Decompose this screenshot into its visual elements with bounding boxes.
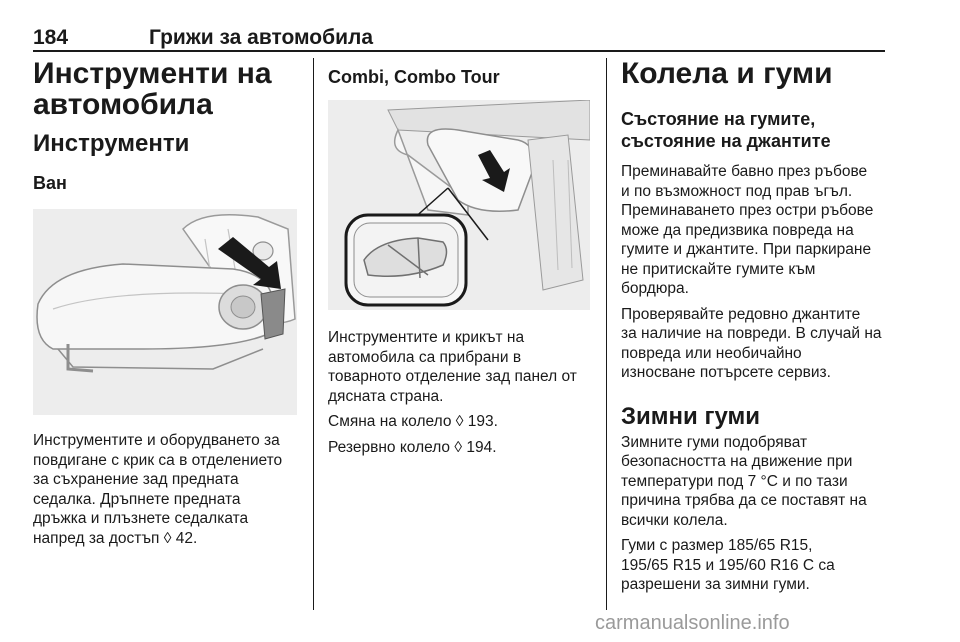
text-line: за съхранение зад предната (33, 471, 239, 488)
column-1 (33, 58, 301, 548)
winter-tyres-paragraph-2 (621, 536, 889, 595)
winter-tyres-paragraph-1 (621, 433, 889, 531)
page-reference-link[interactable]: 193. (467, 413, 498, 430)
text-line: Преминаването през остри ръбове (621, 202, 874, 219)
tyre-condition-paragraph-2 (621, 305, 889, 383)
reference-label: Смяна на колело (328, 413, 452, 430)
text-line: Инструментите и крикът на (328, 329, 525, 346)
text-line: Инструментите и оборудването за (33, 432, 280, 449)
van-tools-caption (33, 431, 301, 548)
page-reference-link[interactable]: 194. (466, 438, 497, 456)
text-line: седалка. Дръпнете предната (33, 490, 241, 508)
heading-combi: Combi, Combo Tour (328, 67, 500, 87)
running-title: Грижи за автомобила (149, 26, 374, 49)
spare-wheel-reference (328, 438, 596, 458)
text-line: Преминавайте бавно през ръбове (621, 163, 868, 180)
text-line: бордюра. (621, 280, 689, 297)
text-line: повдигане с крик са в отделението (33, 451, 283, 469)
text-line: Гуми с размер 185/65 R15, (621, 537, 813, 554)
text-line: дръжка и плъзнете седалката (33, 510, 249, 527)
text-line: не притискайте гумите към (621, 260, 816, 278)
text-line: дясната страна. (328, 387, 444, 405)
page-reference-icon: ◊ (455, 413, 464, 430)
seat-storage-illustration (33, 209, 297, 415)
text-line (33, 529, 301, 549)
text-line: автомобила са прибрани в (328, 348, 522, 366)
cargo-panel-illustration (328, 100, 590, 310)
reference-label: Резервно колело (328, 438, 451, 456)
site-watermark: carmanualsonline.info (595, 612, 790, 634)
column-divider-1 (313, 58, 314, 610)
heading-line: състояние на джантите (621, 131, 831, 151)
text-line: причина трябва да се поставят на (621, 492, 867, 509)
text-line: товарното отделение зад панел от (328, 368, 577, 385)
page-header (33, 22, 885, 52)
heading-line: Състояние на гумите, (621, 109, 816, 129)
text-line: 195/65 R15 и 195/60 R16 C са (621, 556, 835, 574)
section-title-line-2: автомобила (33, 88, 213, 121)
text-line: износване потърсете сервиз. (621, 364, 831, 381)
text-line: повреда или необичайно (621, 344, 802, 362)
seat-illustration-svg (33, 209, 297, 415)
page-reference-link[interactable]: 42. (175, 529, 198, 547)
text-line: Зимните гуми подобряват (621, 433, 808, 451)
cargo-illustration-svg (328, 100, 590, 310)
caption-text: напред за достъп (33, 529, 160, 547)
text-line: безопасността на движение при (621, 453, 853, 470)
column-divider-2 (606, 58, 607, 610)
text-line: и по възможност под прав ъгъл. (621, 182, 853, 200)
tyre-condition-paragraph-1 (621, 162, 889, 299)
page-number: 184 (33, 26, 69, 49)
column-2 (328, 58, 596, 457)
text-line: за наличие на повреди. В случай на (621, 325, 882, 342)
page-reference-icon: ◊ (454, 438, 463, 456)
header-rule (33, 50, 885, 52)
section-title (33, 58, 301, 120)
text-line: гумите и джантите. При паркиране (621, 241, 872, 258)
tyre-condition-heading (621, 108, 889, 152)
heading-van: Ван (33, 173, 67, 193)
column-3 (621, 58, 889, 595)
section-title-line-1: Инструменти на (33, 57, 272, 90)
text-line: може да предизвика повреда на (621, 221, 854, 239)
wheels-tyres-title: Колела и гуми (621, 57, 833, 90)
text-line: разрешени за зимни гуми. (621, 576, 810, 593)
text-line: Проверявайте редовно джантите (621, 305, 861, 323)
combi-tools-caption (328, 328, 596, 406)
winter-tyres-heading: Зимни гуми (621, 402, 760, 430)
text-line: всички колела. (621, 511, 728, 529)
text-line: температури под 7 °C и по тази (621, 472, 848, 490)
wheel-change-reference (328, 412, 596, 432)
page-reference-icon: ◊ (163, 529, 172, 547)
subsection-title-tools: Инструменти (33, 130, 190, 157)
